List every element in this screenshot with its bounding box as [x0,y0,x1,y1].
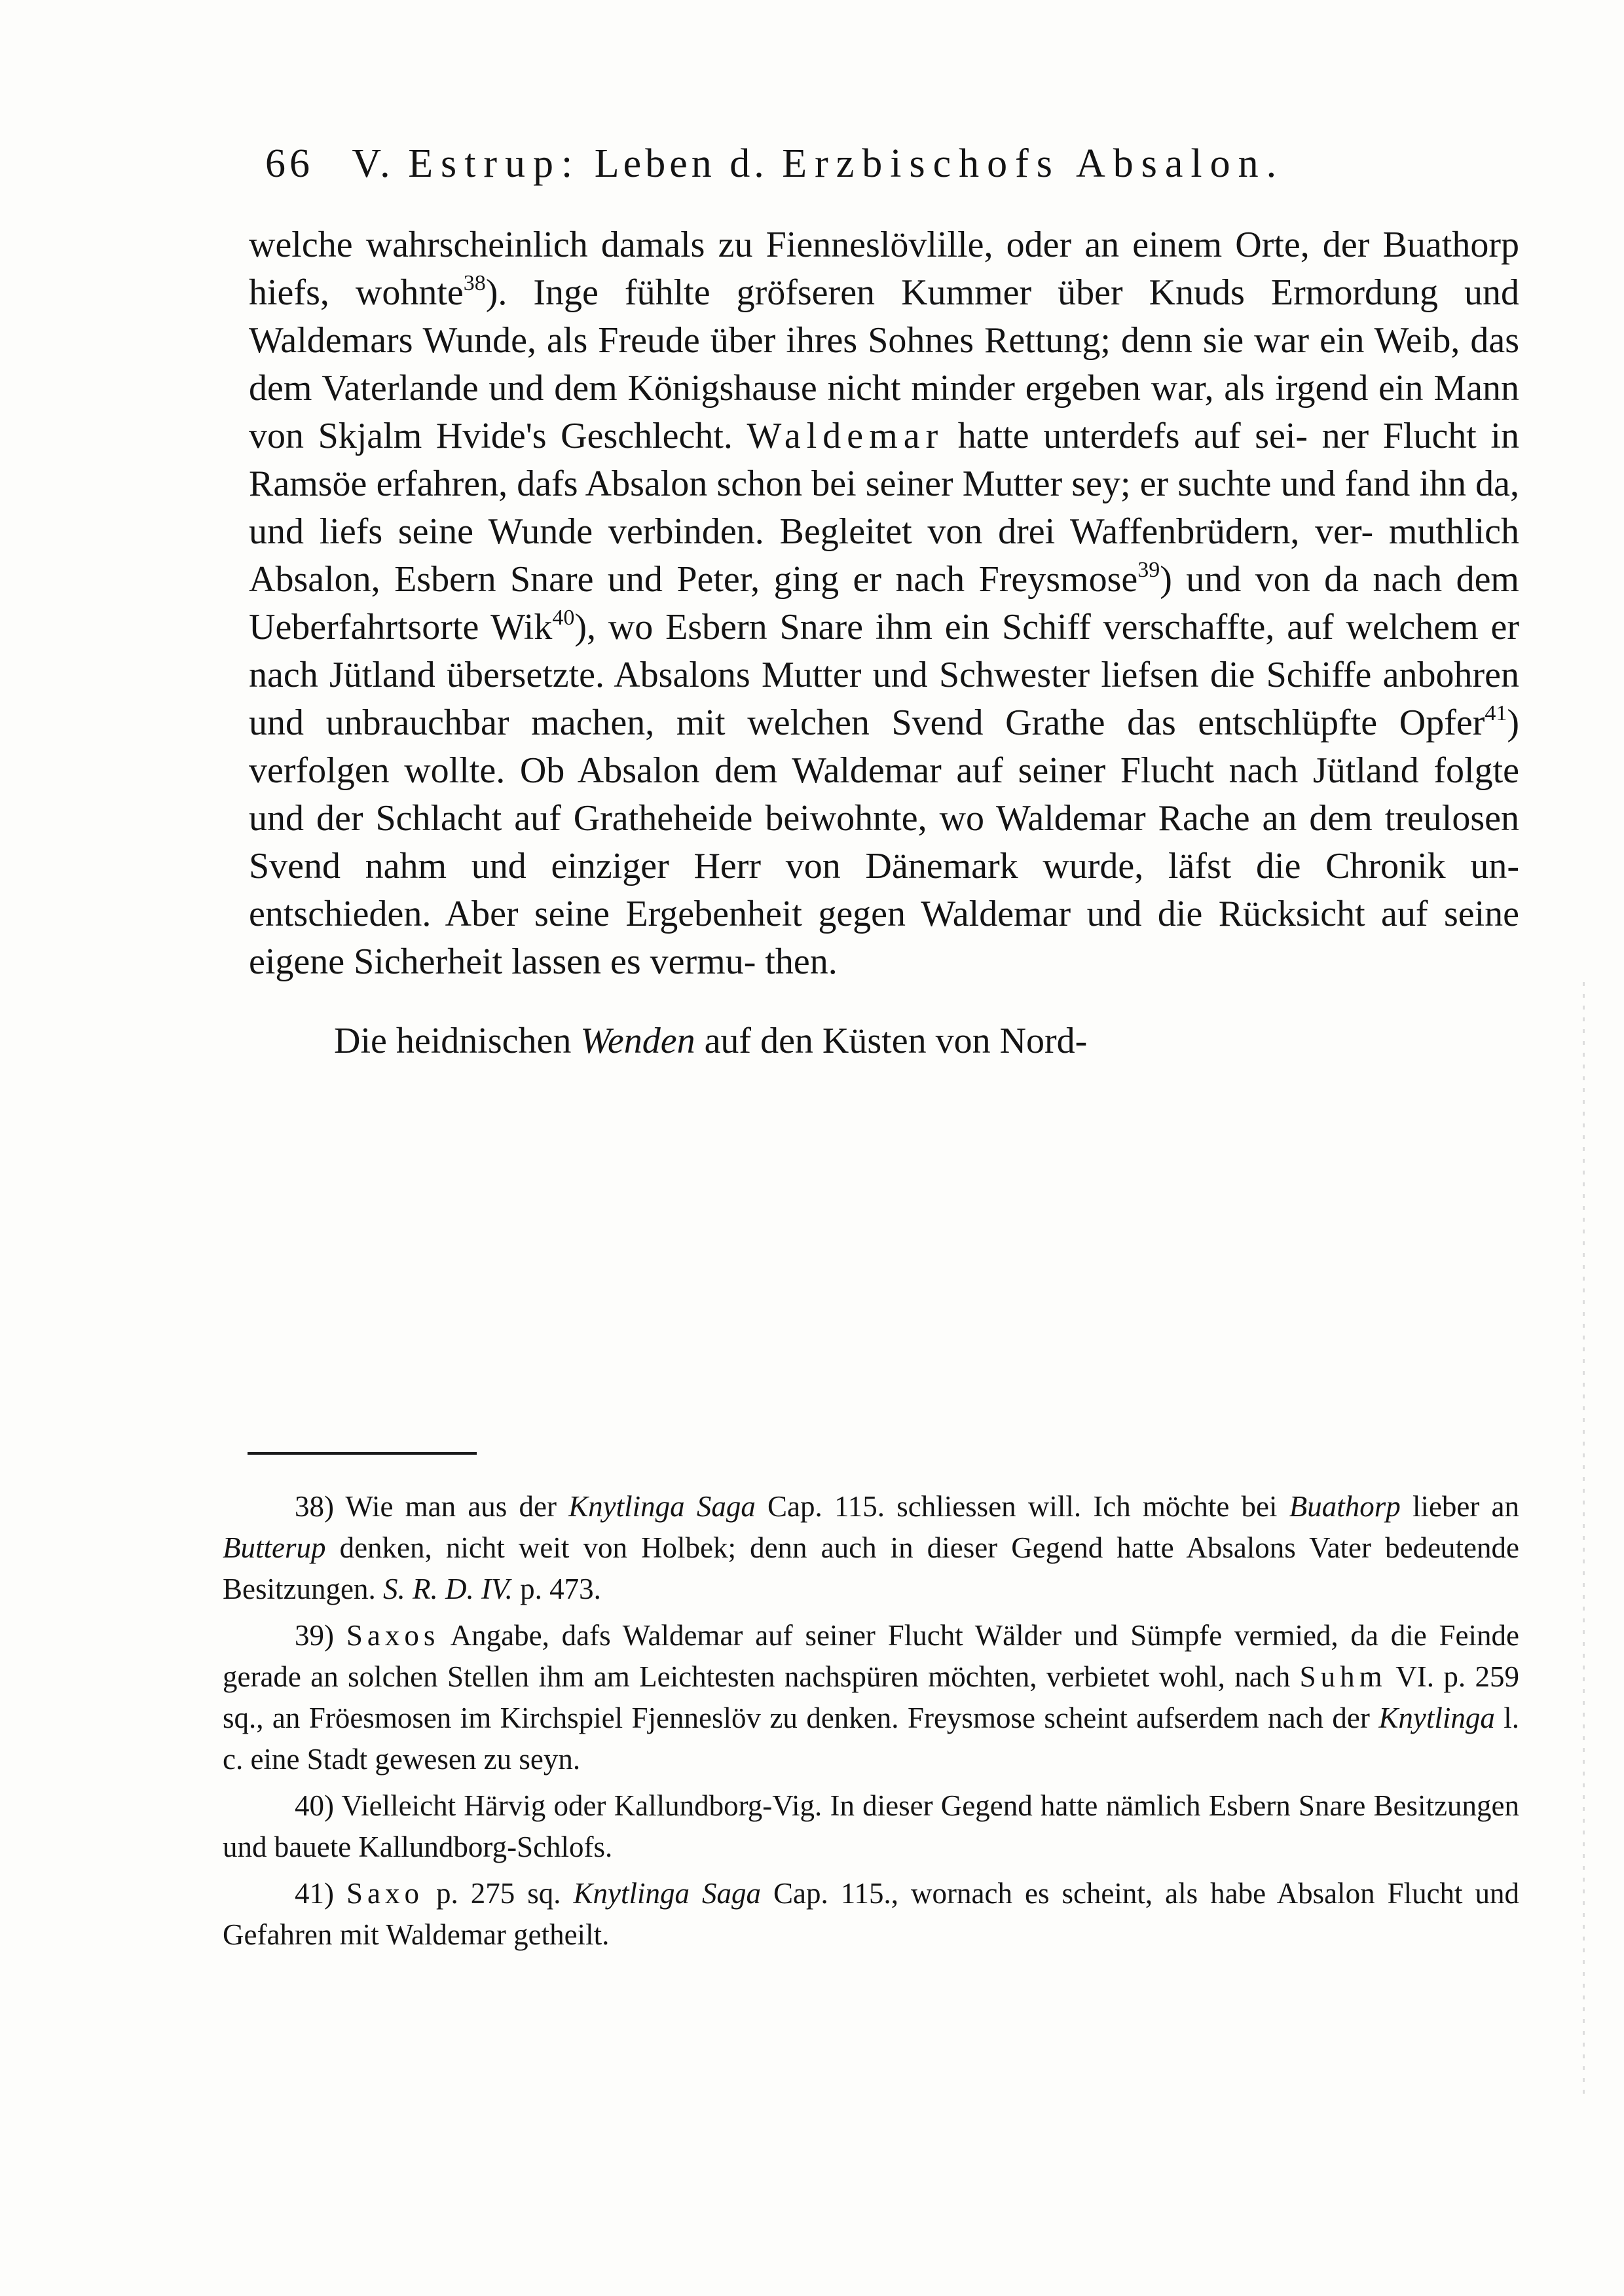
header-title: Leben d. [594,141,768,186]
footnote-italic: Buathorp [1289,1490,1401,1523]
text-line: er nach Jütland übersetzte. Absalons Mutter und Schwester [249,607,1520,695]
text-line: auf den Küsten von Nord- [704,1021,1088,1061]
text-line: welche wahrscheinlich damals zu Fienneslövlille, oder an [249,225,1120,265]
footnote-spaced-name: Saxos [346,1619,440,1652]
footnote-italic: Butterup [223,1531,326,1564]
text-line: nicht minder ergeben war, als irgend ein Mann von Skjalm [249,368,1519,456]
footnote-text: 38) Wie man aus der [295,1490,557,1523]
text-line: ner Flucht in Ramsöe erfahren, dafs Absalon schon bei [249,416,1519,504]
footnote-text: Cap. 115., wornach es scheint, als habe Absalon Flucht und Gefahren mit Waldemar getheilt. [223,1877,1520,1951]
text-line: ) und von da nach dem Ueberfahrtsorte Wik [249,559,1519,647]
text-line: liefsen die Schiffe anbohren und unbrauchbar machen, mit [249,655,1520,743]
text-line: Wunde, als Freude über ihres Sohnes Rettung; denn sie [422,320,1244,361]
footnote-spaced-name: Suhm [1299,1660,1387,1693]
text-line: wo Waldemar Rache an dem treulosen Svend nahm und [249,798,1520,886]
footnote-41 [223,1873,1519,1956]
footnote-text: VI. p. 259 sq., an Fröesmosen im Kirchspiel Fjenneslöv zu denken. Freysmose scheint aufserdem nach der [223,1660,1519,1734]
text-line: einziger Herr von Dänemark wurde, läfst die Chronik un- [551,846,1520,886]
footnote-italic: Knytlinga Saga [573,1877,761,1910]
footnote-38 [223,1486,1519,1610]
footnote-ref-39[interactable]: 39 [1137,558,1160,582]
footnote-divider [248,1452,477,1455]
text-line: muthlich Absalon, Esbern Snare und Peter, ging er nach [249,511,1519,600]
text-line: Wunde verbinden. Begleitet von drei Waffenbrüdern, ver- [488,511,1374,552]
page-edge-mark [1583,982,1585,2095]
footnote-text: denken, nicht weit von Holbek; denn auch in dieser Gegend hatte Absalons Vater bedeutende Besitzungen. [223,1531,1519,1605]
text-line: Hvide's Geschlecht. [435,416,733,456]
footnote-text: lieber an [1412,1490,1520,1523]
text-line: ), [574,607,597,647]
text-line: Die heidnischen [334,1021,572,1061]
footnote-text: 41) [295,1877,334,1910]
footnote-italic: Knytlinga [1378,1702,1495,1734]
footnote-text: p. 473. [520,1573,601,1605]
paragraph-1 [249,221,1519,986]
text-line: wo Esbern Snare ihm ein Schiff verschaffte, auf welchem [608,607,1479,647]
text-line: einem Orte, der Buathorp hiefs, wohnte [249,225,1519,313]
text-line: war ein Weib, das dem Vaterlande und dem Königshause [249,320,1520,409]
footnote-text: 39) [295,1619,334,1652]
footnote-40 [223,1785,1519,1868]
text-line: then. [765,941,838,982]
text-line: Jütland folgte und der Schlacht auf Gratheheide beiwohnte, [249,750,1520,839]
footnote-spaced-name: Saxo [346,1877,424,1910]
running-header [265,141,1496,187]
header-subject: Erzbischofs Absalon. [782,141,1285,186]
footnote-text: Angabe, dafs Waldemar auf seiner Flucht Wälder und Sümpfe vermied, da die Feinde gerade an solchen Stellen ihm am Leichtesten nachspüren möchten, verbietet wohl, nach [223,1619,1520,1693]
footnote-39 [223,1615,1519,1780]
text-line: wollte. Ob Absalon dem Waldemar auf seiner Flucht nach [404,750,1299,791]
text-line: die Rücksicht auf seine eigene Sicherheit lassen es vermu- [249,894,1520,982]
page-number: 66 [265,141,314,186]
italic-term: Wenden [580,1021,695,1061]
text-line: hatte unterdefs auf sei- [957,416,1308,456]
footnote-italic: S. R. D. IV. [382,1573,513,1605]
footnote-ref-41[interactable]: 41 [1485,701,1507,725]
footnotes [223,1486,1519,1961]
footnote-text: p. 275 sq. [436,1877,561,1910]
text-line: seiner Mutter sey; er suchte und fand ihn da, und liefs seine [249,464,1520,552]
footnote-ref-40[interactable]: 40 [552,606,575,630]
text-line: welchen Svend Grathe das entschlüpfte Opfer [747,702,1485,743]
text-line: Freysmose [978,559,1138,600]
text-line: entschieden. Aber seine Ergebenheit gegen Waldemar und [249,894,1142,934]
text-line: gröfseren Kummer über Knuds Ermordung und Waldemars [249,272,1520,361]
header-author: Estrup: [408,141,581,186]
footnote-text: 40) Vielleicht Härvig oder Kallundborg-Vig. In dieser Gegend hatte nämlich Esbern Snare Besitzungen und bauete Kallundborg-Schlofs. [223,1789,1519,1863]
footnote-ref-38[interactable]: 38 [463,271,486,295]
footnote-text: l. c. eine Stadt gewesen zu seyn. [223,1702,1520,1776]
emphasized-name: Waldemar [747,416,944,456]
paragraph-2 [249,1017,1519,1065]
main-text [249,221,1519,1065]
text-line: ) verfolgen [249,702,1520,791]
header-prefix: V. [352,141,394,186]
footnote-text: Cap. 115. schliessen will. Ich möchte bei [767,1490,1278,1523]
footnote-italic: Knytlinga Saga [568,1490,756,1523]
text-line: ). Inge fühlte [485,272,710,313]
